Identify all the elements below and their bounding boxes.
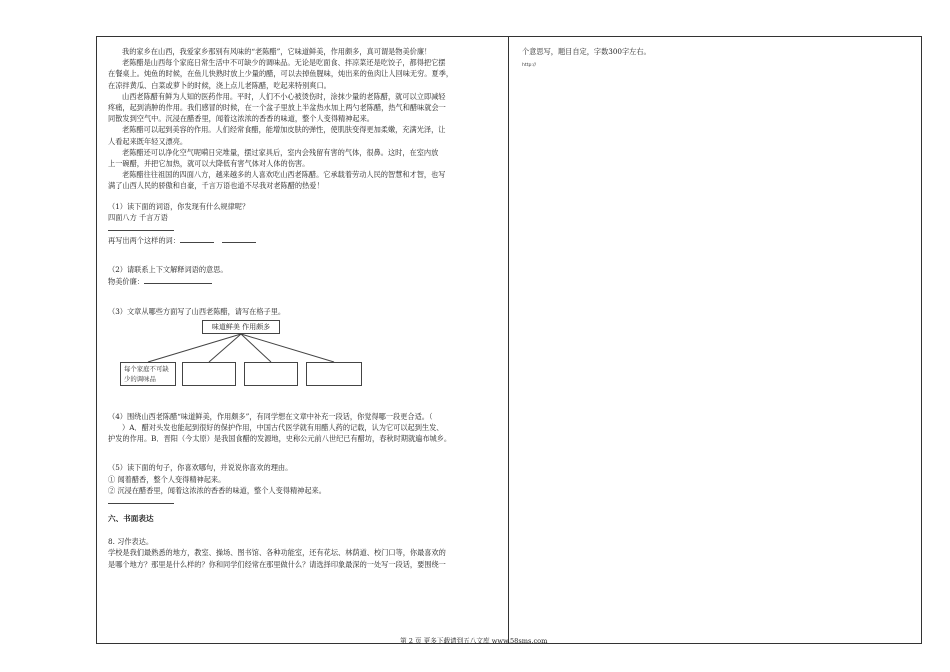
passage-line: 老陈醋往往祖国的四面八方，越来越多的人喜欢吃山西老陈醋。它承载着劳动人民的智慧和才智，也写: [122, 170, 446, 180]
answer-line[interactable]: [108, 223, 174, 231]
diagram-answer-box-2[interactable]: [182, 362, 236, 386]
diagram-answer-box-1: 每个家庭不可缺少的调味品: [120, 362, 176, 386]
passage-line: 上一碗醋，并把它加热，就可以大降低有害气体对人体的伤害。: [108, 159, 310, 169]
writing-prompt-continued: 个意思写，题目自定，字数300字左右。: [522, 47, 651, 56]
url-text: http://: [522, 63, 537, 69]
question-2-term: 物美价廉：: [108, 277, 144, 287]
question-1-followup: 再写出两个这样的词：: [108, 236, 180, 246]
column-divider: [508, 36, 509, 644]
passage-line: 满了山西人民的骄傲和自豪，千言万语也道不尽我对老陈醋的热爱！: [108, 181, 324, 191]
question-1-prompt: （1）读下面的词语，你发现有什么规律呢？: [108, 201, 250, 211]
right-column: [522, 46, 912, 71]
question-5-prompt: （5）读下面的句子，你喜欢哪句，并说说你喜欢的理由。: [108, 463, 293, 473]
question-8-number: 8. 习作表达。: [108, 537, 154, 547]
answer-blank[interactable]: [144, 275, 212, 284]
reading-passage: [108, 46, 500, 192]
answer-blank[interactable]: [180, 234, 214, 243]
passage-line: 老陈醋可以起到美容的作用。人们经常食醋，能增加皮肤的弹性，使肌肤变得更加柔嫩，充满光泽，让: [122, 125, 446, 135]
question-4-prompt: （4）围绕山西老陈醋“味道鲜美，作用颇多”，有同学想在文章中补充一段话，你觉得哪一段更合适。（: [108, 411, 433, 421]
question-4-option-a: ）A．醋对头发也能起到很好的保护作用，中国古代医学就有用醋人药的记载，认为它可以起到生发、: [122, 423, 444, 433]
left-column: [108, 46, 500, 570]
question-5-sentence-2: ② 沉浸在醋香里，闻着这浓浓的香香的味道，整个人变得精神起来。: [108, 485, 326, 495]
passage-line: 在餐桌上。炖鱼的时候，在鱼儿快熟时放上少量的醋，可以去掉鱼腥味，炖出来的鱼肉让人回味无穷。夏季，: [108, 69, 454, 79]
answer-blank[interactable]: [222, 234, 256, 243]
diagram-center-box: 味道鲜美 作用颇多: [202, 320, 280, 334]
passage-line: 同散发到空气中。沉浸在醋香里，闻着这浓浓的香香的味道，整个人变得精神起来。: [108, 114, 374, 124]
question-4-option-b: 护发的作用。B．晋阳（今太原）是我国食醋的发源地，史称公元前八世纪已有醋坊，春秋时期就遍布城乡。: [108, 434, 452, 444]
passage-line: 老陈醋是山西每个家庭日常生活中不可缺少的调味品。无论是吃面食、拌凉菜还是吃饺子，都得把它摆: [122, 58, 446, 68]
diagram-answer-box-3[interactable]: [244, 362, 298, 386]
page-footer: 第 2 页 更多下载请到五八文库 www.58sms.com: [400, 637, 548, 645]
question-1-words: 四面八方 千言万语: [108, 212, 168, 222]
passage-line: 疼痛，起到消肿的作用。我们感冒的时候，在一个盆子里放上半盆热水加上两勺老陈醋，热气和醋味就会一: [108, 103, 446, 113]
answer-line[interactable]: [108, 496, 174, 504]
diagram-answer-box-4[interactable]: [306, 362, 362, 386]
section-6-title: 六、书面表达: [108, 514, 154, 524]
structure-diagram: [108, 320, 500, 394]
writing-prompt-line: 学校是我们最熟悉的地方，教室、操场、图书馆、各种功能室，还有花坛、林荫道、校门口等，你最喜欢的: [108, 548, 446, 558]
question-3-prompt: （3）文章从哪些方面写了山西老陈醋，请写在格子里。: [108, 306, 286, 316]
passage-line: 人看起来既年轻又漂亮。: [108, 136, 188, 146]
passage-line: 我的家乡在山西，我爱家乡那别有风味的“老陈醋”，它味道鲜美，作用颇多，真可谓是物美价廉！: [122, 47, 432, 56]
writing-prompt-line: 是哪个地方？那里是什么样的？你和同学们经常在那里做什么？请选择印象最深的一处写一段话，要围绕一: [108, 559, 446, 569]
passage-line: 老陈醋还可以净化空气呢嗬日完堆量，摆过家具后，室内会残留有害的气体，很鼻。这时，在室内放: [122, 147, 439, 157]
question-5-sentence-1: ① 闻着醋香，整个人变得精神起来。: [108, 474, 226, 484]
passage-line: 在凉拌黄瓜、白菜或萝卜的时候，浇上点儿老陈醋，吃起来特别爽口。: [108, 80, 331, 90]
passage-line: 山西老陈醋有鲜为人知的医药作用。平时，人们不小心被烫伤时，涂抹少量的老陈醋，就可以立即减轻: [122, 91, 446, 101]
question-2-prompt: （2）请联系上下文解释词语的意思。: [108, 265, 228, 275]
